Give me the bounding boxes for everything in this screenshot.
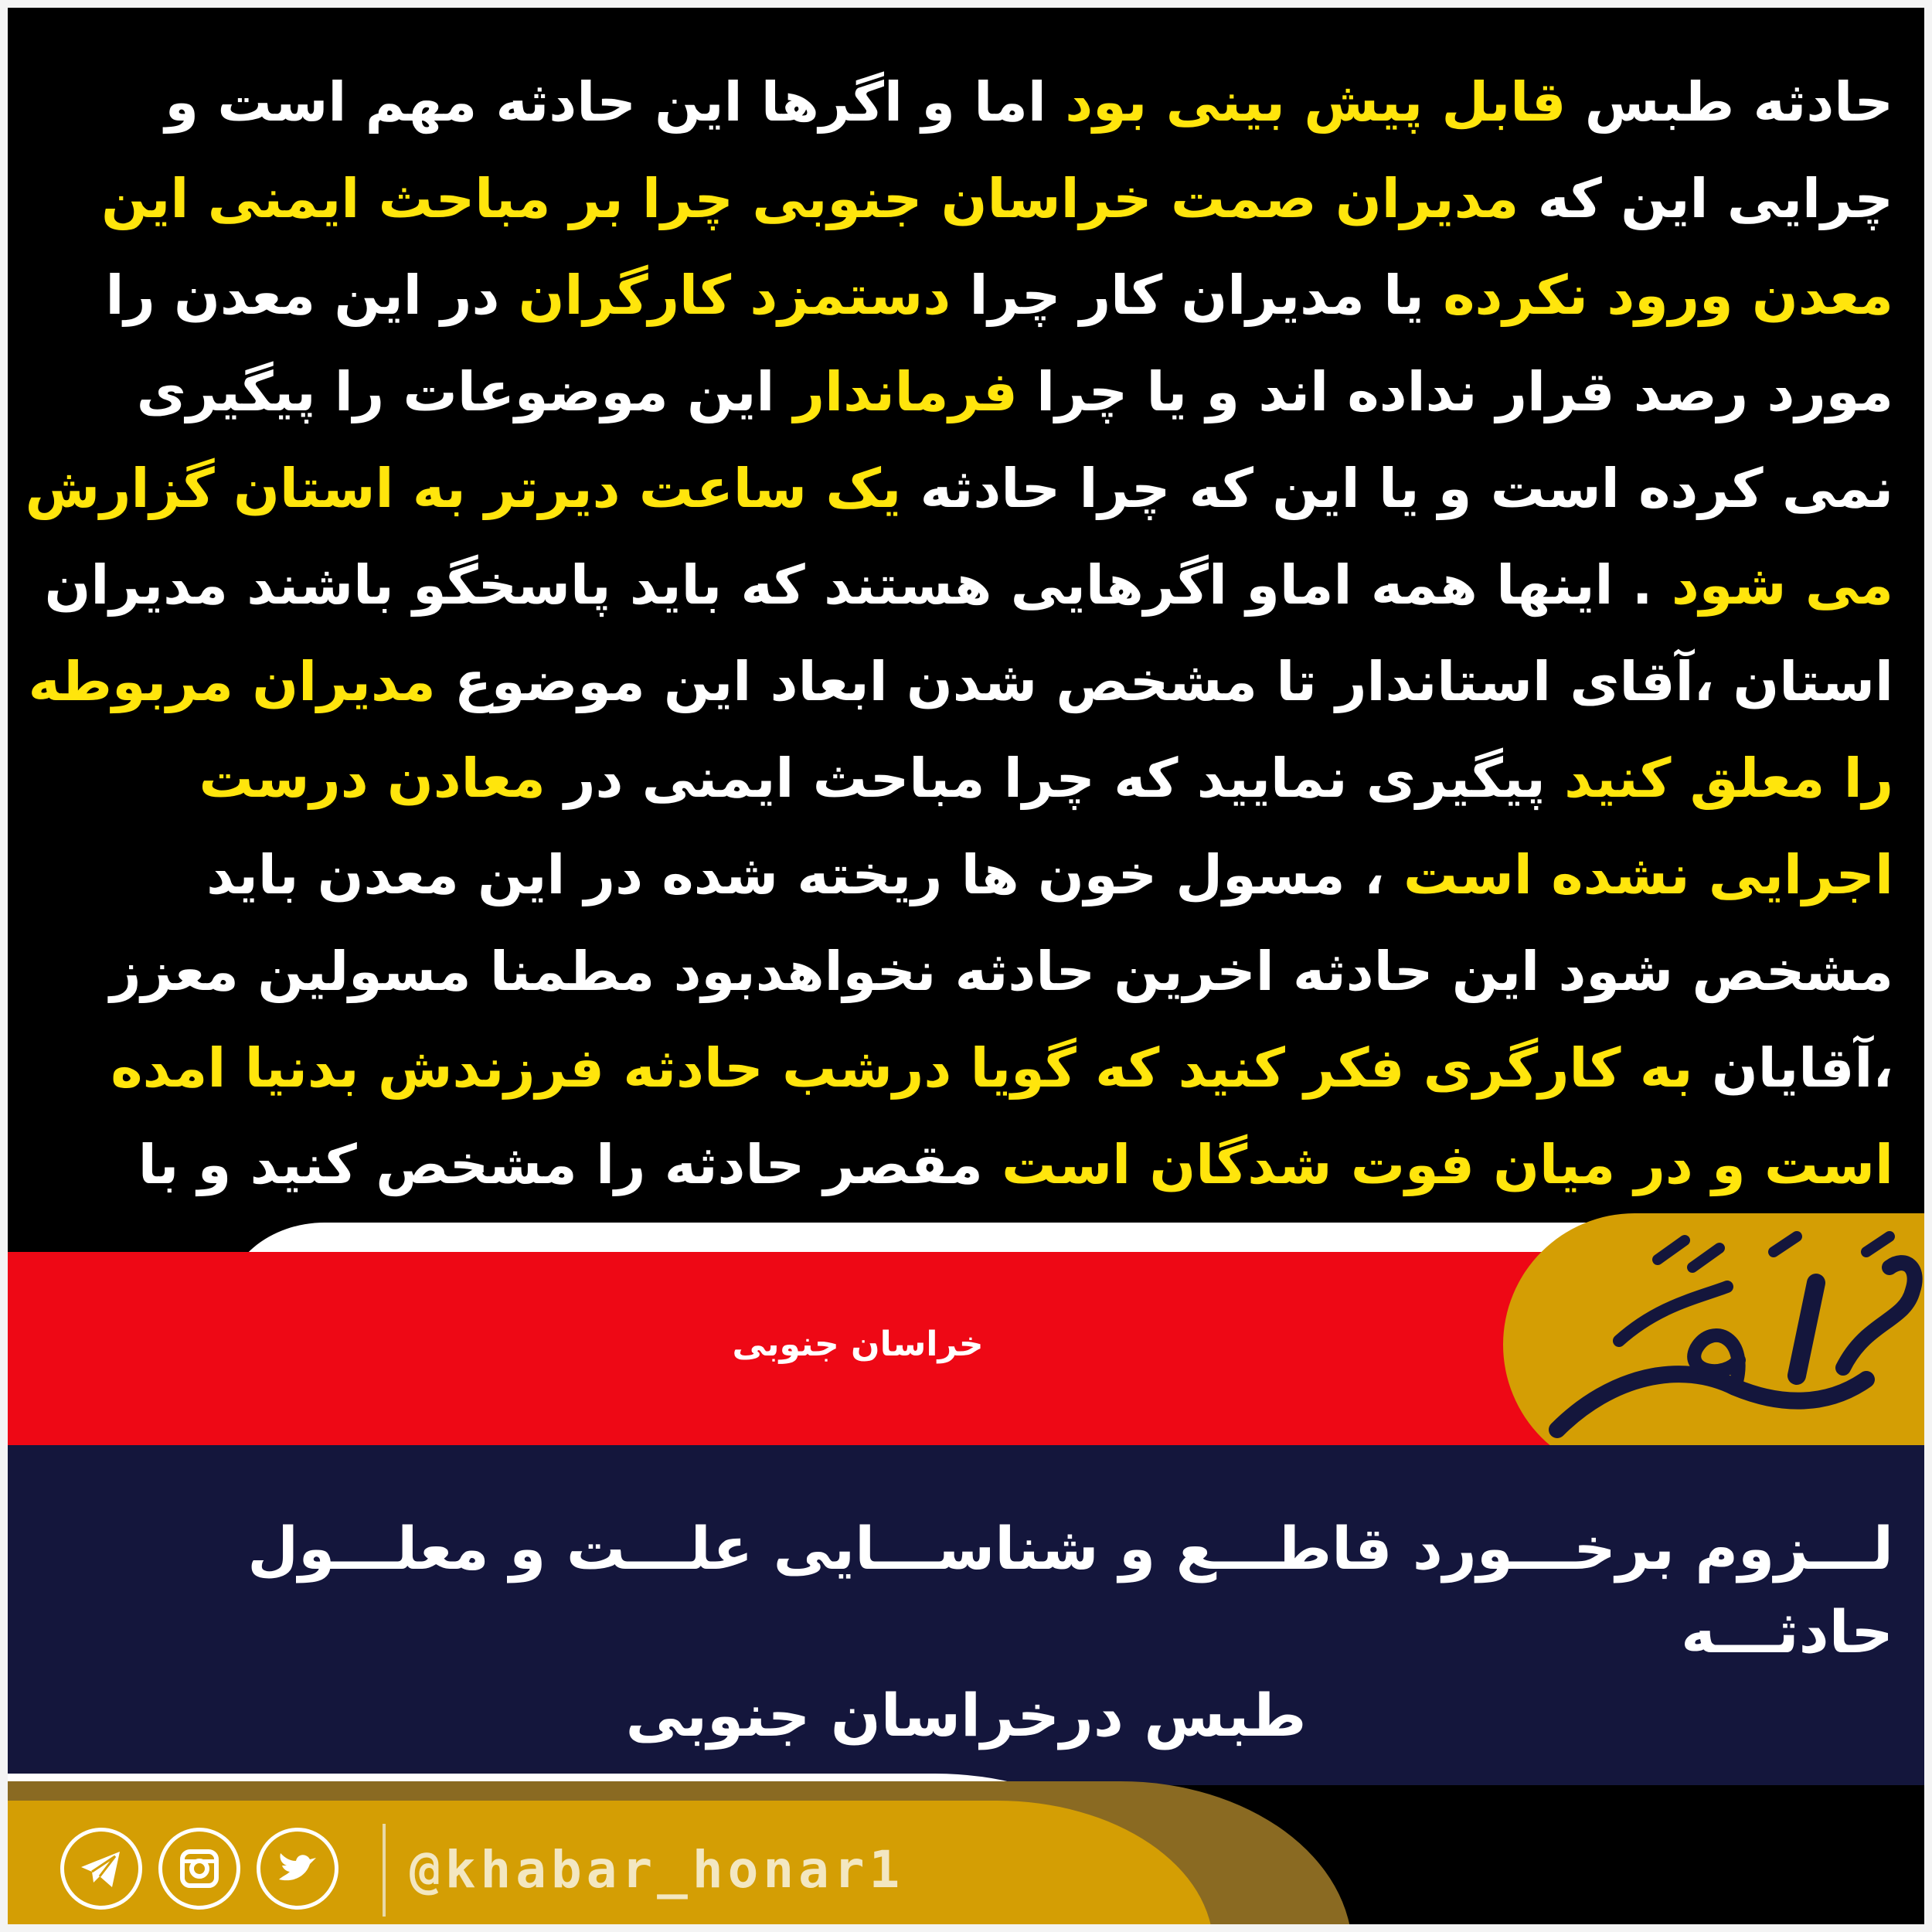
instagram-icon[interactable] bbox=[158, 1828, 240, 1910]
body-text: در این معدن را مورد رصد قرار نداده اند و یا چرا bbox=[105, 264, 1893, 423]
body-text: پیگیری نمایید که چرا مباحث ایمنی در bbox=[545, 747, 1565, 810]
headline-line-1: لـــزوم برخـــورد قاطـــع و شناســـایی علـــت و معلـــول حادثـــه bbox=[247, 1514, 1893, 1666]
highlighted-text: مدیران صمت خراسان جنوبی چرا بر مباحث ایمنی این معدن ورود نکرده bbox=[101, 167, 1893, 327]
logo-badge bbox=[1503, 1213, 1924, 1476]
body-text: اما و اگرها این حادثه مهم است و چرایی این که bbox=[165, 70, 1893, 230]
body-text: یا مدیران کار چرا bbox=[951, 264, 1444, 327]
body-text: ، مسول خون ها ریخته شده در این معدن باید مشخص شود این حادثه اخرین حادثه نخواهدبود مطمنا مسولین معزز ،آقایان bbox=[110, 843, 1893, 1100]
article-text bbox=[23, 54, 1893, 1213]
telegram-icon[interactable] bbox=[60, 1828, 142, 1910]
highlighted-text: به کارگری فکر کنید که گویا درشب حادثه فرزندش بدنیا امده است و در میان فوت شدگان است bbox=[111, 1036, 1893, 1196]
twitter-icon[interactable] bbox=[257, 1828, 338, 1910]
highlighted-text: قابل پیش بینی بود bbox=[1065, 70, 1566, 134]
body-text: این موضوعات را پیگیری نمی کرده است و یا این که چرا حادثه bbox=[136, 360, 1893, 520]
body-text: حادثه طبس bbox=[1566, 70, 1893, 134]
body-text: . اینها همه اماو اگرهایی هستند که باید پاسخگو باشند مدیران استان ،آقای استاندار تا مشخص شدن ابعاد این موضوع bbox=[44, 553, 1893, 713]
body-text: مقصر حادثه را مشخص کنید و با bbox=[138, 1133, 983, 1196]
highlighted-text: فرماندار bbox=[793, 360, 1018, 423]
poster bbox=[8, 8, 1924, 1924]
footer-divider bbox=[383, 1824, 386, 1917]
highlighted-text: مدیران مربوطه را معلق کنید bbox=[28, 650, 1893, 810]
social-handle[interactable]: @khabar_honar1 bbox=[410, 1840, 905, 1900]
region-label: خراسان جنوبی bbox=[732, 1325, 984, 1364]
headline bbox=[39, 1507, 1893, 1757]
highlighted-text: یک ساعت دیرتر به استان گزارش می شود bbox=[25, 457, 1893, 617]
logo-calligraphy-icon bbox=[1503, 1213, 1924, 1476]
highlighted-text: معادن درست اجرایی نشده است bbox=[199, 747, 1893, 906]
highlighted-text: دستمزد کارگران bbox=[518, 264, 951, 327]
headline-line-2: طبس درخراسان جنوبی bbox=[625, 1681, 1307, 1750]
